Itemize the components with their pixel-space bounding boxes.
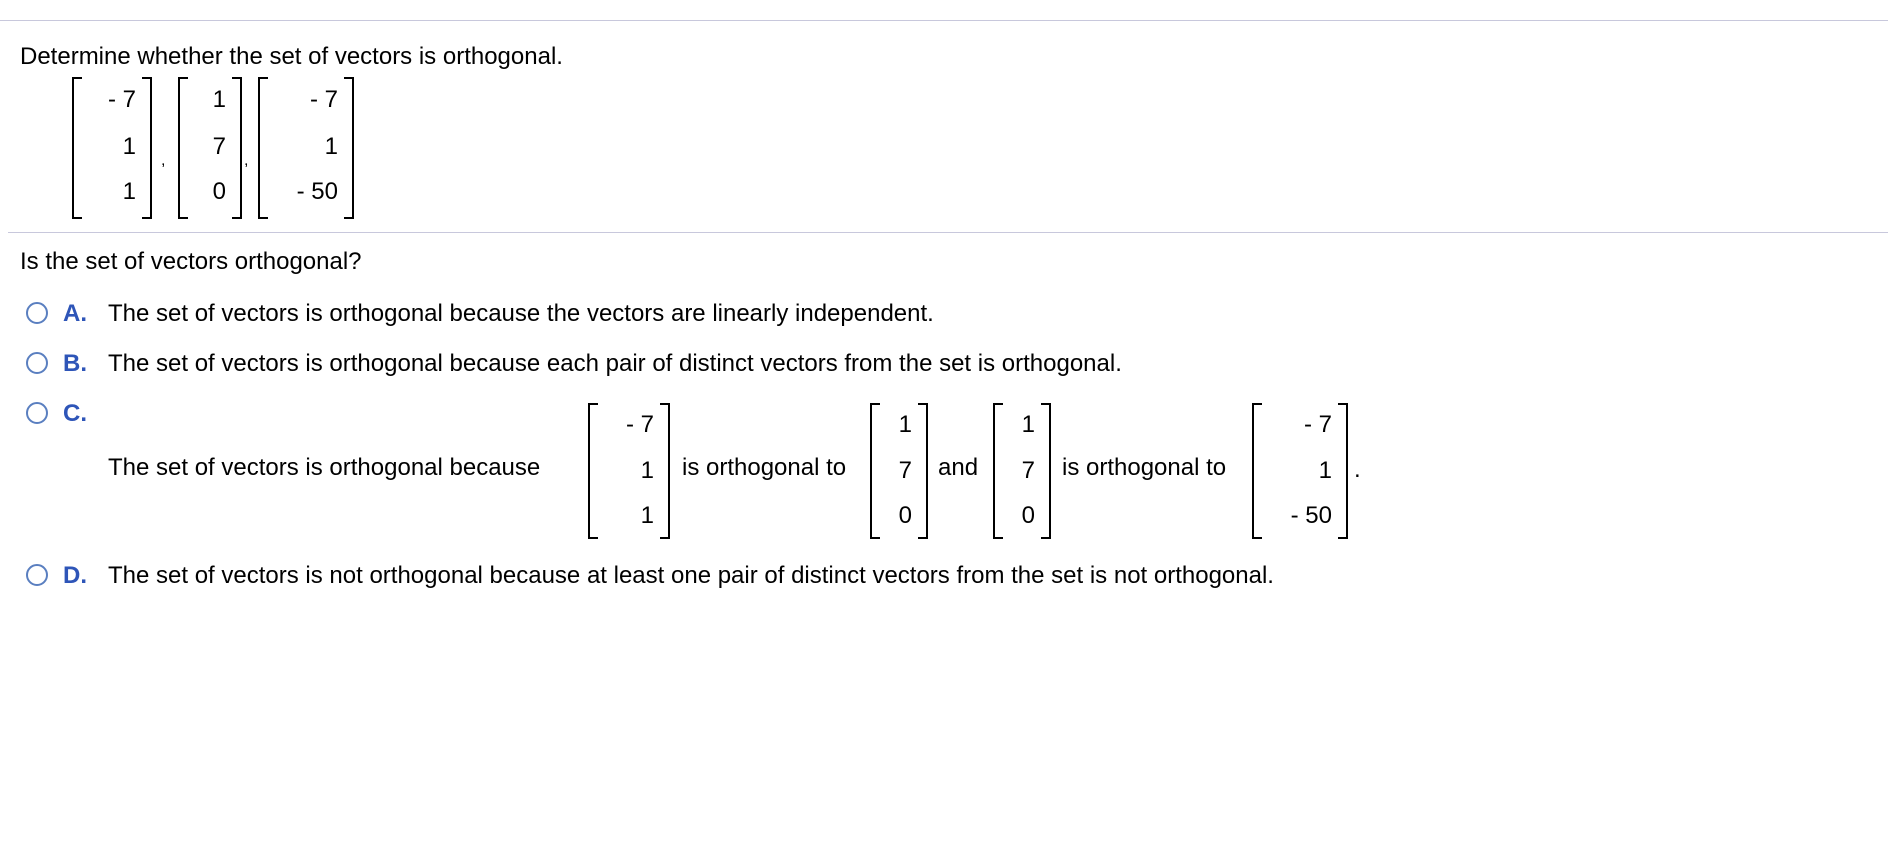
matrix-entry: 1 xyxy=(640,457,654,484)
matrix-right-bracket xyxy=(1041,403,1051,539)
matrix-entry: - 7 xyxy=(107,86,136,113)
option-b-text: The set of vectors is orthogonal because each pair of distinct vectors from the set is orthogonal. xyxy=(108,350,1122,377)
matrix-left-bracket xyxy=(258,77,268,219)
option-a-text: The set of vectors is orthogonal because the vectors are linearly independent. xyxy=(108,300,934,327)
question-prompt: Determine whether the set of vectors is orthogonal. xyxy=(20,43,563,70)
matrix-entry: 1 xyxy=(640,502,654,529)
matrix-entry: 7 xyxy=(1021,457,1035,484)
question-vector-2 xyxy=(178,77,242,219)
matrix-right-bracket xyxy=(232,77,242,219)
matrix-left-bracket xyxy=(588,403,598,539)
matrix-entry: 0 xyxy=(212,178,226,205)
option-c-radio[interactable] xyxy=(26,402,48,424)
matrix-left-bracket xyxy=(1252,403,1262,539)
option-b-radio[interactable] xyxy=(26,352,48,374)
matrix-entry: 1 xyxy=(212,86,226,113)
option-c-is-orthogonal-2: is orthogonal to xyxy=(1062,454,1227,481)
matrix-left-bracket xyxy=(870,403,880,539)
matrix-right-bracket xyxy=(660,403,670,539)
matrix-left-bracket xyxy=(178,77,188,219)
matrix-entry: 1 xyxy=(122,133,136,160)
matrix-entry: - 50 xyxy=(1290,502,1332,529)
matrix-entry: - 7 xyxy=(625,411,654,438)
sub-prompt: Is the set of vectors orthogonal? xyxy=(20,248,362,275)
matrix-left-bracket xyxy=(993,403,1003,539)
option-c-is-orthogonal-1: is orthogonal to xyxy=(682,454,847,481)
matrix-left-bracket xyxy=(72,77,82,219)
matrix-entry: 7 xyxy=(212,133,226,160)
option-b-letter: B. xyxy=(63,350,87,377)
option-d-letter: D. xyxy=(63,562,87,589)
matrix-entry: - 7 xyxy=(1303,411,1332,438)
option-c-period: . xyxy=(1354,456,1361,483)
option-c-and: and xyxy=(938,454,979,481)
option-c-letter: C. xyxy=(63,400,87,427)
matrix-entry: 7 xyxy=(898,457,912,484)
option-a-letter: A. xyxy=(63,300,87,327)
matrix-entry: 1 xyxy=(1318,457,1332,484)
matrix-entry: - 50 xyxy=(296,178,338,205)
matrix-entry: 0 xyxy=(898,502,912,529)
matrix-right-bracket xyxy=(1338,403,1348,539)
matrix-entry: 1 xyxy=(122,178,136,205)
matrix-entry: 1 xyxy=(898,411,912,438)
top-divider xyxy=(0,20,1888,21)
option-c-text-before: The set of vectors is orthogonal because xyxy=(108,454,541,481)
option-d-text: The set of vectors is not orthogonal because at least one pair of distinct vectors from the set is not orthogonal. xyxy=(108,562,1274,589)
question-vector-3 xyxy=(258,77,354,219)
vector-separator: , xyxy=(161,152,166,169)
matrix-entry: 0 xyxy=(1021,502,1035,529)
vector-separator: , xyxy=(244,152,249,169)
option-c-vector-1 xyxy=(588,403,670,539)
section-divider xyxy=(8,232,1888,233)
option-c-vector-2 xyxy=(870,403,928,539)
matrix-entry: 1 xyxy=(1021,411,1035,438)
option-c-vector-4 xyxy=(1252,403,1348,539)
matrix-right-bracket xyxy=(918,403,928,539)
matrix-right-bracket xyxy=(344,77,354,219)
matrix-entry: 1 xyxy=(324,133,338,160)
question-vector-1 xyxy=(72,77,152,219)
matrix-right-bracket xyxy=(142,77,152,219)
option-d-radio[interactable] xyxy=(26,564,48,586)
matrix-entry: - 7 xyxy=(309,86,338,113)
option-c-vector-3 xyxy=(993,403,1051,539)
option-a-radio[interactable] xyxy=(26,302,48,324)
